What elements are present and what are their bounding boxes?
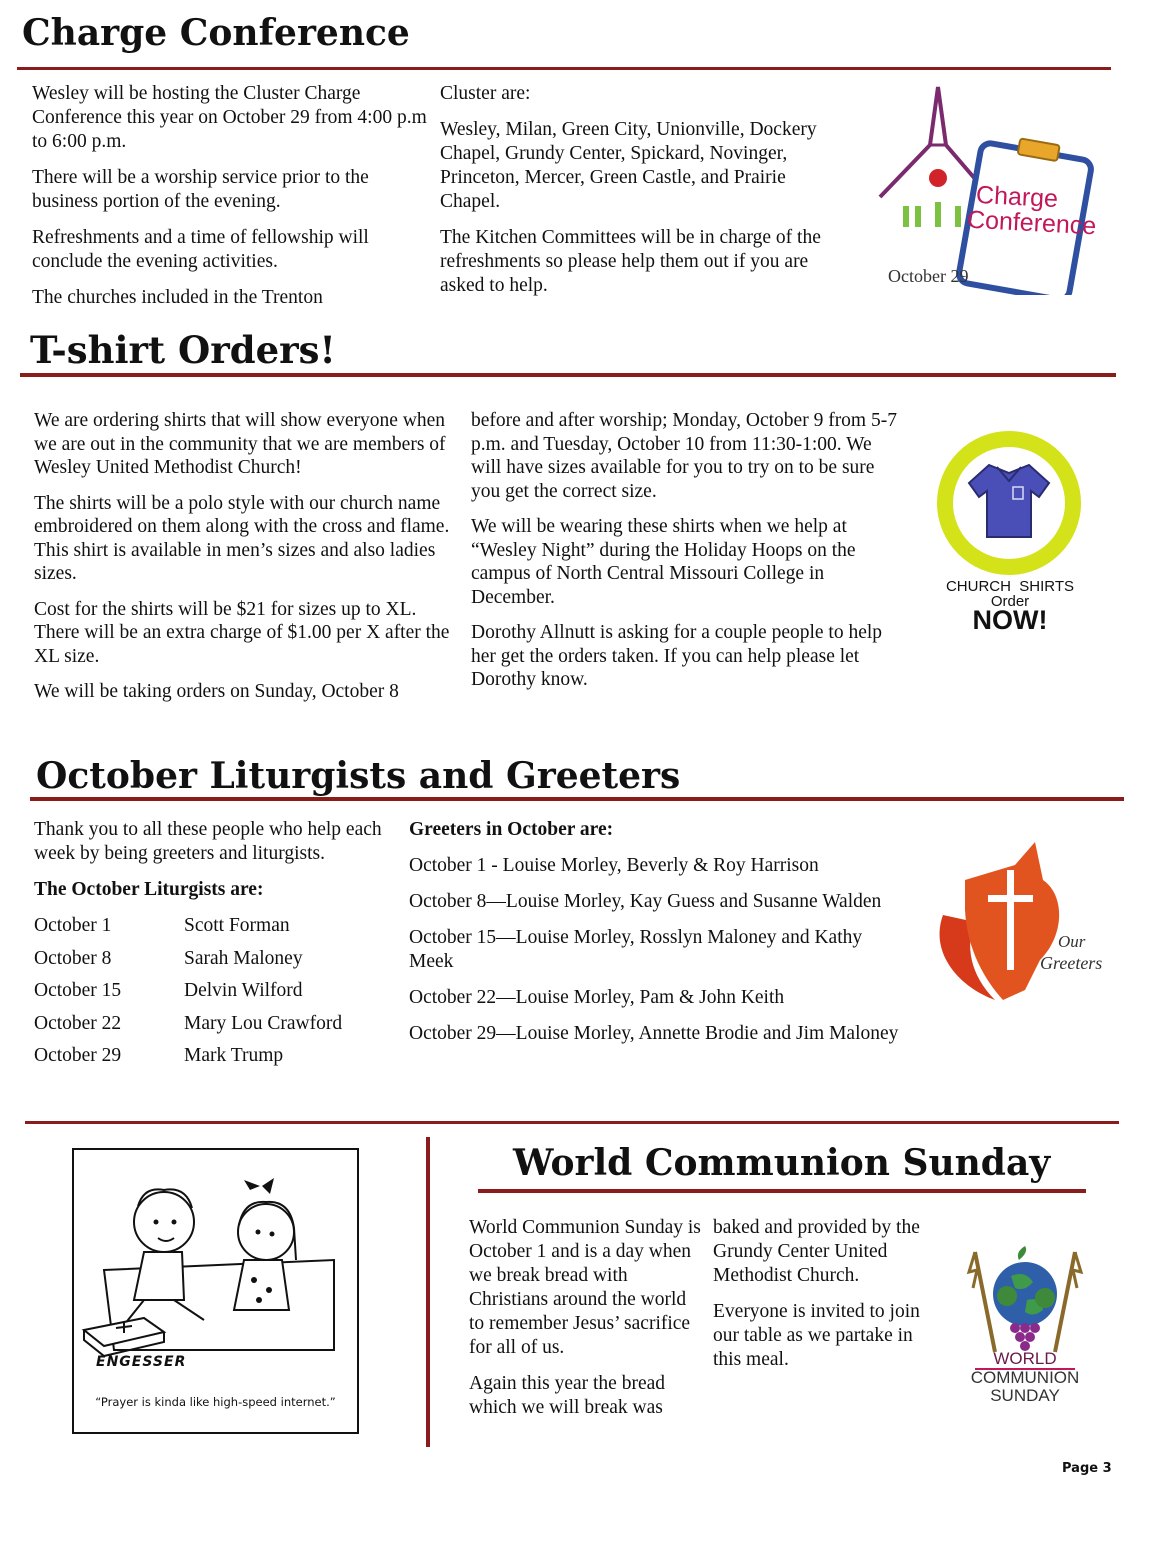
paragraph: We are ordering shirts that will show everyone when we are out in the community that we are members of Wesley United Methodist Church! [34,410,446,478]
charge-conference-logo [872,85,1097,295]
world-communion-logo [955,1242,1095,1407]
communion-rule [478,1189,1086,1193]
paragraph: The Kitchen Committees will be in charge of the refreshments so please help them out if you are asked to help. [440,227,821,296]
communion-logo-line3: SUNDAY [990,1386,1060,1405]
paragraph: Cluster are: [440,83,531,104]
liturgists-heading: The October Liturgists are: [34,879,264,900]
liturgist-name: Delvin Wilford [184,980,303,1001]
liturgist-date: October 1 [34,915,112,936]
cartoon-signature: ENGESSER [96,1354,187,1370]
badge-line2: Order [990,593,1030,610]
table-row [34,1012,394,1045]
liturgists-title: October Liturgists and Greeters [36,755,681,797]
vertical-divider [426,1137,430,1447]
communion-title: World Communion Sunday [513,1142,1051,1184]
table-row [34,979,394,1012]
charge-rule [17,67,1111,70]
greeter-item: October 29—Louise Morley, Annette Brodie and Jim Maloney [409,1023,899,1044]
tshirt-col-2 [471,409,903,704]
liturgist-date: October 15 [34,980,122,1001]
paragraph: Cost for the shirts will be $21 for sizes up to XL. There will be an extra charge of $1.00 per X after the XL size. [34,598,450,667]
liturgist-date: October 29 [34,1045,122,1066]
charge-col-2 [440,82,840,310]
charge-title: Charge Conference [22,12,410,54]
table-row [34,947,394,980]
communion-col-1 [469,1216,704,1432]
greeters-logo-line1: Our [1058,932,1086,951]
paragraph: The churches included in the Trenton [32,287,323,308]
paragraph: We will be wearing these shirts when we help at “Wesley Night” during the Holiday Hoops on the campus of North Central Missouri College in December. [471,516,856,608]
liturgist-date: October 8 [34,947,112,969]
greeter-item: October 1 - Louise Morley, Beverly & Roy Harrison [409,855,819,876]
communion-logo-line2: COMMUNION [970,1368,1080,1387]
liturgist-name: Mary Lou Crawford [184,1012,343,1034]
charge-col-1 [32,82,432,322]
paragraph: Dorothy Allnutt is asking for a couple people to help her get the orders taken. If you can help please let Dorothy know. [471,622,883,690]
charge-logo-line1: Charge [975,180,1059,214]
church-shirts-badge [925,425,1095,640]
badge-line3: NOW! [972,605,1048,635]
cartoon-frame [72,1148,359,1434]
shirt-icon [925,425,1095,585]
paragraph: The shirts will be a polo style with our church name embroidered on them along with the cross and flame. This shirt is available in men’s sizes and also ladies sizes. [34,492,450,584]
paragraph: Everyone is invited to join our table as we partake in this meal. [713,1301,920,1370]
cross-flame-icon [925,840,1120,1010]
page-number: Page 3 [1062,1461,1112,1476]
our-greeters-logo [925,840,1120,1010]
greeter-item: October 22—Louise Morley, Pam & John Keith [409,987,785,1008]
liturgist-date: October 22 [34,1012,122,1034]
paragraph: Wesley will be hosting the Cluster Charge Conference this year on October 29 from 4:00 p.m to 6:00 p.m. [32,83,427,152]
liturgist-name: Scott Forman [184,915,290,936]
liturgists-col [34,818,394,1077]
paragraph: Refreshments and a time of fellowship will conclude the evening activities. [32,227,369,272]
charge-logo-date: October 29 [888,266,969,286]
globe-grapes-icon [955,1242,1095,1357]
tshirt-rule [20,373,1116,377]
paragraph: before and after worship; Monday, October 9 from 5-7 p.m. and Tuesday, October 10 from 11:30-1:00. We will have sizes available for you to try on to be sure you get the correct size. [471,410,897,502]
paragraph: World Communion Sunday is October 1 and is a day when we break bread with Christians around the world to remember Jesus’ sacrifice for all of us. [469,1217,701,1358]
greeter-item: October 8—Louise Morley, Kay Guess and Susanne Walden [409,891,882,912]
greeter-item: October 15—Louise Morley, Rosslyn Maloney and Kathy Meek [409,927,863,972]
paragraph: We will be taking orders on Sunday, October 8 [34,681,399,702]
cartoon-caption: “Prayer is kinda like high-speed internet.” [95,1395,336,1409]
liturgist-name: Mark Trump [184,1045,284,1066]
table-row [34,914,394,947]
greeters-logo-line2: Greeters [1040,953,1103,973]
kids-cartoon-icon [74,1150,357,1370]
paragraph: Again this year the bread which we will break was [469,1373,666,1418]
tshirt-col-1 [34,409,459,716]
bottom-rule [25,1121,1119,1124]
tshirt-title: T-shirt Orders! [30,328,336,372]
paragraph: There will be a worship service prior to the business portion of the evening. [32,167,369,212]
paragraph: baked and provided by the Grundy Center United Methodist Church. [713,1217,920,1286]
charge-logo-line2: Conference [966,205,1097,241]
liturgist-table [34,914,394,1077]
table-row [34,1044,394,1077]
greeters-heading: Greeters in October are: [409,819,614,840]
paragraph: Wesley, Milan, Green City, Unionville, Dockery Chapel, Grundy Center, Spickard, Novinger, Princeton, Mercer, Green Castle, and Prairie Chapel. [440,119,817,212]
greeters-col [409,818,909,1058]
communion-logo-line1: WORLD [993,1349,1057,1368]
liturgist-name: Sarah Maloney [184,947,303,969]
liturgists-rule [30,797,1124,801]
intro-text: Thank you to all these people who help each week by being greeters and liturgists. [34,819,382,864]
badge-line1: CHURCH SHIRTS [945,578,1075,595]
communion-col-2 [713,1216,933,1384]
